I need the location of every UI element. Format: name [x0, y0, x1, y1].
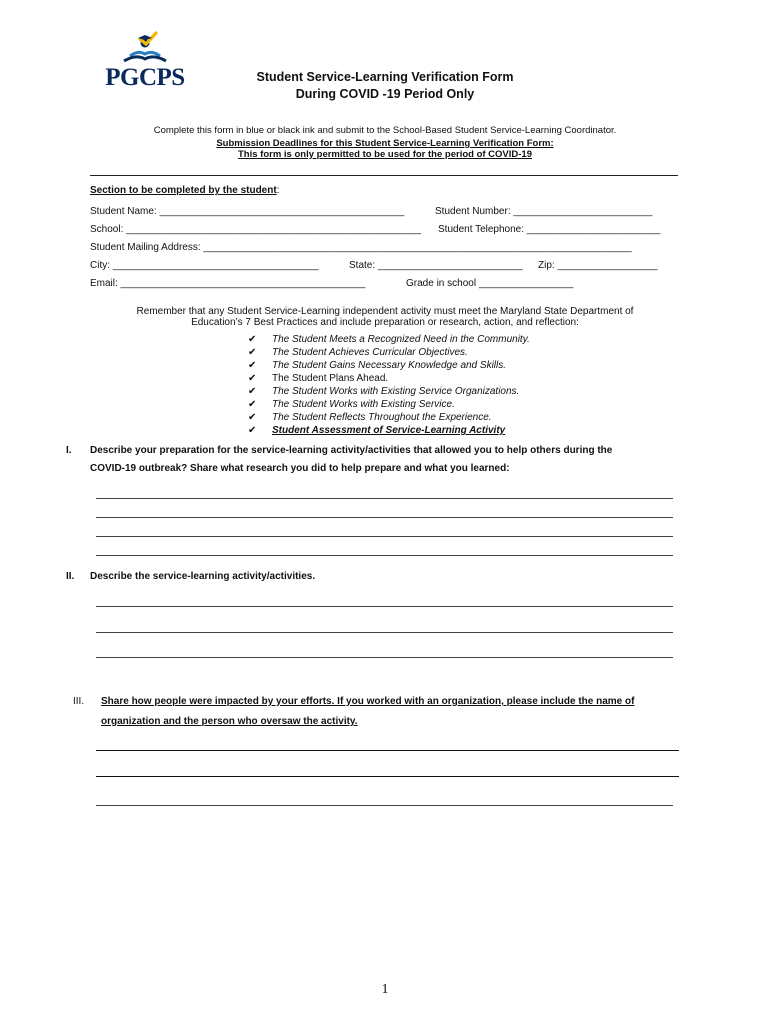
question-1-line-1: Describe your preparation for the service-learning activity/activities that allowed you to help others during the — [90, 445, 613, 456]
answer-2-line[interactable] — [96, 606, 673, 607]
checkmark-icon: ✔ — [248, 360, 257, 371]
answer-1-line[interactable] — [96, 555, 673, 556]
list-item: ✔ The Student Reflects Throughout the Experience. — [248, 412, 492, 423]
question-3-line-2: organization and the person who oversaw the activity. — [101, 716, 358, 727]
checkmark-icon: ✔ — [248, 425, 257, 436]
reminder-line-1: Remember that any Student Service-Learning independent activity must meet the Maryland State Department of — [136, 306, 634, 317]
list-item: ✔ The Student Achieves Curricular Objectives. — [248, 347, 468, 358]
book-checkmark-icon — [100, 30, 190, 66]
answer-2-line[interactable] — [96, 657, 673, 658]
list-item: ✔ The Student Plans Ahead. — [248, 373, 389, 384]
checkmark-icon: ✔ — [248, 386, 257, 397]
answer-3-line[interactable] — [96, 750, 679, 751]
checkmark-icon: ✔ — [248, 347, 257, 358]
email-field[interactable]: Email: ____________________________________________ — [90, 278, 366, 289]
list-item: ✔ The Student Gains Necessary Knowledge and Skills. — [248, 360, 507, 371]
question-3-line-1: Share how people were impacted by your efforts. If you worked with an organization, please include the name of — [101, 696, 635, 707]
state-field[interactable]: State: __________________________ — [349, 260, 523, 271]
form-subtitle: During COVID -19 Period Only — [295, 87, 475, 101]
checkmark-icon: ✔ — [248, 412, 257, 423]
answer-1-line[interactable] — [96, 536, 673, 537]
list-item: ✔ Student Assessment of Service-Learning Activity — [248, 425, 506, 436]
student-number-field[interactable]: Student Number: _________________________ — [435, 206, 653, 217]
student-section-heading-text: Section to be completed by the student — [90, 185, 277, 196]
student-name-field[interactable]: Student Name: ____________________________________________ — [90, 206, 405, 217]
question-2-line-1: Describe the service-learning activity/activities. — [90, 571, 316, 582]
answer-1-line[interactable] — [96, 498, 673, 499]
deadlines-text: Submission Deadlines for this Student Service-Learning Verification Form: — [216, 138, 554, 149]
list-item: ✔ The Student Meets a Recognized Need in the Community. — [248, 334, 530, 345]
city-field[interactable]: City: _____________________________________ — [90, 260, 319, 271]
question-2-numeral: II. — [66, 571, 75, 582]
page-number: 1 — [381, 982, 389, 997]
list-item: ✔ The Student Works with Existing Service. — [248, 399, 455, 410]
student-telephone-field[interactable]: Student Telephone: ________________________ — [438, 224, 661, 235]
instructions-text: Complete this form in blue or black ink and submit to the School-Based Student Service-Learning Coordinator. — [153, 125, 617, 136]
question-3-numeral: III. — [73, 696, 85, 707]
school-field[interactable]: School: _____________________________________________________ — [90, 224, 421, 235]
form-title: Student Service-Learning Verification Form — [256, 70, 514, 84]
permitted-text: This form is only permitted to be used for the period of COVID-19 — [238, 149, 532, 160]
reminder-line-2: Education’s 7 Best Practices and include preparation or research, action, and reflection: — [191, 317, 579, 328]
student-section-heading: Section to be completed by the student: — [90, 185, 280, 196]
question-1-line-2: COVID-19 outbreak? Share what research you did to help prepare and what you learned: — [90, 463, 510, 474]
checkmark-icon: ✔ — [248, 373, 257, 384]
zip-field[interactable]: Zip: __________________ — [538, 260, 658, 271]
answer-1-line[interactable] — [96, 517, 673, 518]
logo-wordmark: PGCPS — [105, 64, 185, 91]
list-item: ✔ The Student Works with Existing Service Organizations. — [248, 386, 520, 397]
question-1-numeral: I. — [66, 445, 72, 456]
mailing-address-field[interactable]: Student Mailing Address: _____________________________________________________________________________ — [90, 242, 632, 253]
section-divider — [90, 175, 678, 176]
answer-3-line[interactable] — [96, 805, 673, 806]
answer-3-line[interactable] — [96, 776, 679, 777]
checkmark-icon: ✔ — [248, 399, 257, 410]
answer-2-line[interactable] — [96, 632, 673, 633]
grade-field[interactable]: Grade in school _________________ — [406, 278, 574, 289]
checkmark-icon: ✔ — [248, 334, 257, 345]
